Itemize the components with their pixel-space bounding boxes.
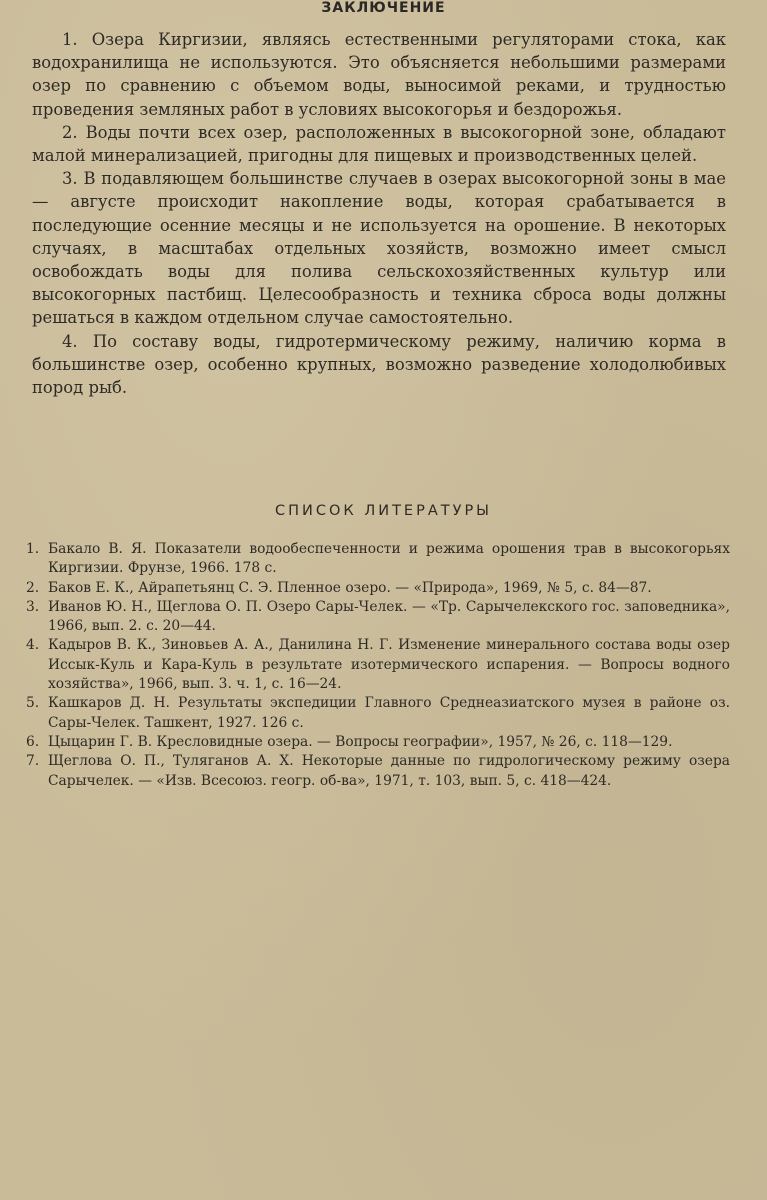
reference-item — [26, 733, 730, 752]
reference-text: Бакало В. Я. Показатели водообеспеченности и режима орошения трав в высокогорьях Киргизии. Фрунзе, 1966. 178 с. — [48, 541, 730, 577]
reference-item — [26, 579, 730, 598]
reference-item — [26, 540, 730, 579]
reference-item — [26, 598, 730, 637]
conclusion-text — [32, 28, 726, 399]
conclusion-paragraph: 3. В подавляющем большинстве случаев в озерах высокогорной зоны в мае — августе происходит накопление воды, которая срабатывается в последующие осенние месяцы и не используется на орошение. В некоторых случаях, в масштабах отдельных хозяйств, возможно имеет смысл освобождать воды для полива сельскохозяйственных культур или высокогорных пастбищ. Целесообразность и техника сброса воды должны решаться в каждом отдельном случае самостоятельно. — [32, 169, 726, 328]
reference-item — [26, 752, 730, 791]
reference-number: 2. — [26, 579, 40, 596]
reference-number: 5. — [26, 695, 40, 712]
references-title: СПИСОК ЛИТЕРАТУРЫ — [275, 503, 492, 519]
reference-number: 1. — [26, 541, 40, 557]
reference-text: Щеглова О. П., Туляганов А. Х. Некоторые данные по гидрологическому режиму озера Сарычелек. — «Изв. Всесоюз. геогр. об-ва», 1971, т. 103, вып. 5, с. 418—424. — [48, 753, 730, 789]
reference-text: Кашкаров Д. Н. Результаты экспедиции Главного Среднеазиатского музея в районе оз. Сары-Челек. Ташкент, 1927. 126 с. — [48, 695, 730, 731]
conclusion-paragraph: 1. Озера Киргизии, являясь естественными регуляторами стока, как водохранилища не используются. Это объясняется небольшими размерами озер по сравнению с объемом воды, выносимой реками, и трудностью проведения земляных работ в условиях высокогорья и бездорожья. — [32, 30, 726, 119]
reference-number: 3. — [26, 598, 40, 615]
reference-number: 7. — [26, 753, 40, 770]
conclusion-paragraph: 4. По составу воды, гидротермическому режиму, наличию корма в большинстве озер, особенно крупных, возможно разведение холодолюбивых пород рыб. — [32, 331, 726, 398]
reference-item — [26, 636, 730, 694]
reference-text: Кадыров В. К., Зиновьев А. А., Данилина Н. Г. Изменение минерального состава воды озер Иссык-Куль и Кара-Куль в результате изотермического испарения. — Вопросы водного хозяйства», 1966, вып. 3. ч. 1, с. 16—24. — [48, 637, 730, 693]
reference-text: Цыцарин Г. В. Кресловидные озера. — Вопросы географии», 1957, № 26, с. 118—129. — [48, 733, 673, 750]
reference-text: Баков Е. К., Айрапетьянц С. Э. Пленное озеро. — «Природа», 1969, № 5, с. 84—87. — [48, 579, 652, 596]
reference-number: 4. — [26, 637, 40, 654]
section-heading: ЗАКЛЮЧЕНИЕ — [321, 0, 446, 16]
reference-item — [26, 694, 730, 733]
reference-text: Иванов Ю. Н., Щеглова О. П. Озеро Сары-Челек. — «Тр. Сарычелекского гос. заповедника», 1966, вып. 2. с. 20—44. — [48, 598, 730, 635]
references-list — [26, 540, 730, 791]
reference-number: 6. — [26, 733, 40, 750]
conclusion-paragraph: 2. Воды почти всех озер, расположенных в высокогорной зоне, обладают малой минерализацией, пригодны для пищевых и производственных целей. — [32, 122, 726, 166]
